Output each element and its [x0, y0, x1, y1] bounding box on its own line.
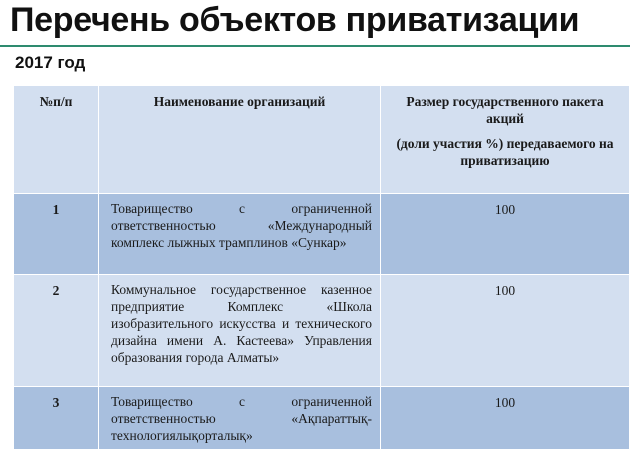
- row-organization-name: Товарищество с ограниченной ответственностью «Ақпараттық-технологиялықорталық»: [99, 387, 381, 450]
- title-divider: [0, 45, 630, 47]
- row-share-size: 100: [381, 275, 630, 387]
- row-share-size: 100: [381, 387, 630, 450]
- year-subtitle: 2017 год: [15, 53, 86, 72]
- row-share-size: 100: [381, 194, 630, 275]
- column-header-size-line2: (доли участия %) передаваемого на приватизацию: [396, 136, 614, 168]
- row-number: 3: [14, 387, 99, 450]
- row-number: 1: [14, 194, 99, 275]
- row-organization-name: Коммунальное государственное казенное предприятие Комплекс «Школа изобразительного искусства и технического дизайна имени А. Кастеева» Управления образования города Алматы»: [99, 275, 381, 387]
- page-title: Перечень объектов приватизации: [10, 1, 580, 39]
- table-header-row: [14, 86, 630, 194]
- row-organization-name: Товарищество с ограниченной ответственностью «Международный комплекс лыжных трамплинов «Сункар»: [99, 194, 381, 275]
- column-header-name: Наименование организаций: [99, 86, 381, 194]
- column-header-size: [381, 86, 630, 194]
- table-row: [14, 387, 630, 450]
- table-row: [14, 275, 630, 387]
- table-row: [14, 194, 630, 275]
- column-header-size-line1: Размер государственного пакета акций: [406, 94, 604, 126]
- row-number: 2: [14, 275, 99, 387]
- column-header-number: №п/п: [14, 86, 99, 194]
- privatization-table: [13, 85, 630, 450]
